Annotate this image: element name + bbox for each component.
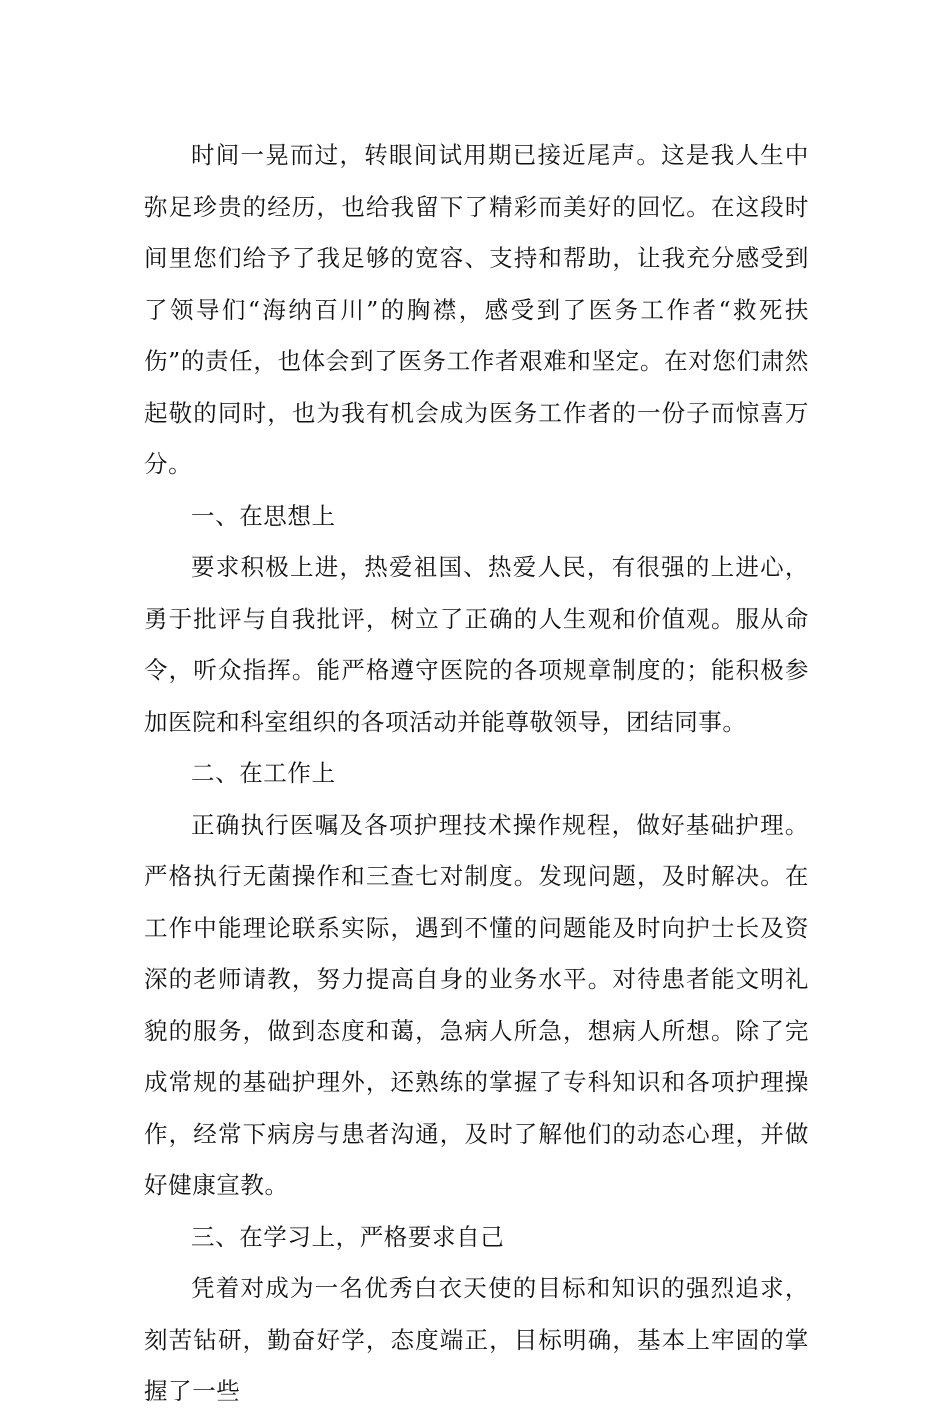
section-body-thought: 要求积极上进，热爱祖国、热爱人民，有很强的上进心，勇于批评与自我批评，树立了正确的人生观和价值观。服从命令，听众指挥。能严格遵守医院的各项规章制度的；能积极参加医院和科室组织的各项活动并能尊敬领导，团结同事。 [144,553,809,736]
section-body-study: 凭着对成为一名优秀白衣天使的目标和知识的强烈追求，刻苦钻研，勤奋好学，态度端正，目标明确，基本上牢固的掌握了一些 [144,1274,809,1405]
section-heading-thought: 一、在思想上 [191,501,336,530]
section-heading-work: 二、在工作上 [191,759,336,787]
section-heading-study: 三、在学习上，严格要求自己 [191,1222,505,1251]
intro-paragraph: 时间一晃而过，转眼间试用期已接近尾声。这是我人生中弥足珍贵的经历，也给我留下了精彩而美好的回忆。在这段时间里您们给予了我足够的宽容、支持和帮助，让我充分感受到了领导们“海纳百川”的胸襟，感受到了医务工作者“救死扶伤”的责任，也体会到了医务工作者艰难和坚定。在对您们肃然起敬的同时，也为我有机会成为医务工作者的一份子而惊喜万分。 [144,141,809,478]
document-page [144,130,809,1418]
section-body-work: 正确执行医嘱及各项护理技术操作规程，做好基础护理。严格执行无菌操作和三查七对制度。发现问题，及时解决。在工作中能理论联系实际，遇到不懂的问题能及时向护士长及资深的老师请教，努力提高自身的业务水平。对待患者能文明礼貌的服务，做到态度和蔼，急病人所急，想病人所想。除了完成常规的基础护理外，还熟练的掌握了专科知识和各项护理操作，经常下病房与患者沟通，及时了解他们的动态心理，并做好健康宣教。 [144,810,809,1199]
